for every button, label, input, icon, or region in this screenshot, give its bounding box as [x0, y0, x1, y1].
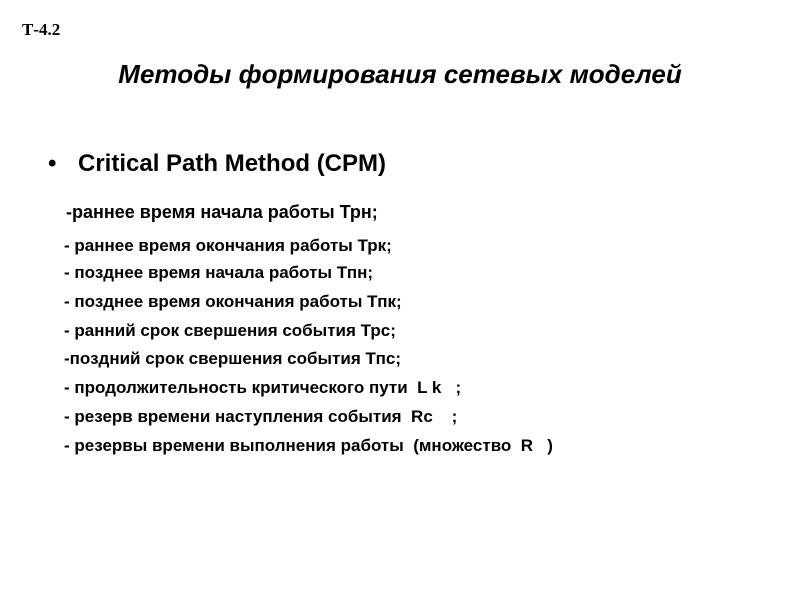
method-name: Critical Path Method (CPM) [78, 150, 387, 177]
list-item: - ранний срок свершения события Трс; [64, 321, 396, 340]
list-item: - резерв времени наступления события Rc ; [64, 407, 458, 426]
list-item: - позднее время начала работы Тпн; [64, 263, 374, 282]
list-item: - раннее время окончания работы Трк; [64, 236, 392, 255]
slide-title: Методы формирования сетевых моделей [118, 59, 682, 89]
list-item: - позднее время окончания работы Тпк; [64, 292, 402, 311]
list-item: -раннее время начала работы Трн; [66, 202, 378, 222]
list-item: - резервы времени выполнения работы (множество R ) [64, 436, 553, 455]
list-item: -поздний срок свершения события Тпс; [64, 349, 402, 368]
slide-code: Т-4.2 [22, 20, 61, 39]
list-item: - продолжительность критического пути L k ; [64, 378, 462, 397]
bullet-dot-icon: • [48, 150, 57, 177]
